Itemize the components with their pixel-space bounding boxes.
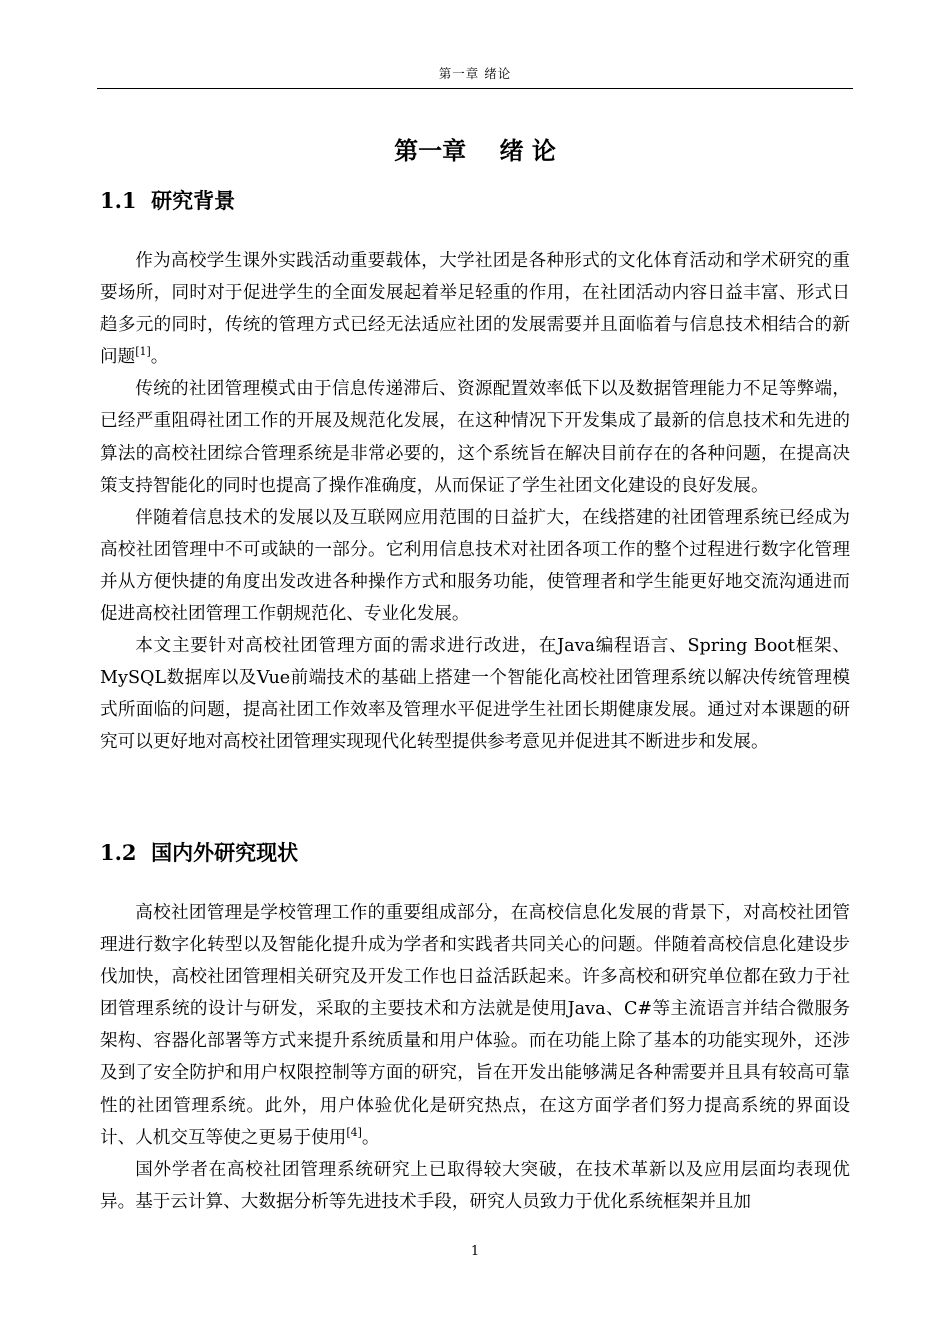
paragraph: 国外学者在高校社团管理系统研究上已取得较大突破，在技术革新以及应用层面均表现优异。基于云计算、大数据分析等先进技术手段，研究人员致力于优化系统框架并且加 — [100, 1159, 850, 1212]
paragraph: 本文主要针对高校社团管理方面的需求进行改进，在Java编程语言、Spring Boot框架、MySQL数据库以及Vue前端技术的基础上搭建一个智能化高校社团管理系统以解决传统管理模式所面临的问题，提高社团工作效率及管理水平促进学生社团长期健康发展。通过对本课题的研究可以更好地对高校社团管理实现现代化转型提供参考意见并促进其不断进步和发展。 — [100, 636, 850, 753]
header-rule — [97, 88, 853, 89]
paragraph-text: 作为高校学生课外实践活动重要载体，大学社团是各种形式的文化体育活动和学术研究的重要场所，同时对于促进学生的全面发展起着举足轻重的作用，在社团活动内容日益丰富、形式日趋多元的同时，传统的管理方式已经无法适应社团的发展需要并且面临着与信息技术相结合的新问题 — [100, 251, 850, 368]
section-1-1-body — [100, 245, 850, 759]
page-number: 1 — [470, 1244, 480, 1259]
paragraph — [100, 897, 850, 1154]
paragraph-end: 。 — [150, 347, 169, 368]
section-heading-1-2: 1.2 国内外研究现状 — [100, 840, 299, 865]
paragraph — [100, 245, 850, 373]
running-header: 第一章 绪论 — [438, 66, 512, 81]
citation-ref: [1] — [135, 345, 151, 359]
section-1-2-body — [100, 897, 850, 1218]
paragraph: 传统的社团管理模式由于信息传递滞后、资源配置效率低下以及数据管理能力不足等弊端，已经严重阻碍社团工作的开展及规范化发展，在这种情况下开发集成了最新的信息技术和先进的算法的高校社团综合管理系统是非常必要的，这个系统旨在解决目前存在的各种问题，在提高决策支持智能化的同时也提高了操作准确度，从而保证了学生社团文化建设的良好发展。 — [100, 379, 850, 496]
paragraph-text: 高校社团管理是学校管理工作的重要组成部分，在高校信息化发展的背景下，对高校社团管理进行数字化转型以及智能化提升成为学者和实践者共同关心的问题。伴随着高校信息化建设步伐加快，高校社团管理相关研究及开发工作也日益活跃起来。许多高校和研究单位都在致力于社团管理系统的设计与研发，采取的主要技术和方法就是使用Java、C#等主流语言并结合微服务架构、容器化部署等方式来提升系统质量和用户体验。而在功能上除了基本的功能实现外，还涉及到了安全防护和用户权限控制等方面的研究，旨在开发出能够满足各种需要并且具有较高可靠性的社团管理系统。此外，用户体验优化是研究热点，在这方面学者们努力提高系统的界面设计、人机交互等使之更易于使用 — [100, 903, 850, 1148]
paragraph: 伴随着信息技术的发展以及互联网应用范围的日益扩大，在线搭建的社团管理系统已经成为高校社团管理中不可或缺的一部分。它利用信息技术对社团各项工作的整个过程进行数字化管理并从方便快捷的角度出发改进各种操作方式和服务功能，使管理者和学生能更好地交流沟通进而促进高校社团管理工作朝规范化、专业化发展。 — [100, 507, 850, 625]
section-heading-1-1: 1.1 研究背景 — [100, 188, 236, 213]
paragraph-end: 。 — [361, 1127, 380, 1148]
citation-ref: [4] — [346, 1125, 362, 1139]
chapter-title: 第一章 绪 论 — [394, 136, 556, 165]
